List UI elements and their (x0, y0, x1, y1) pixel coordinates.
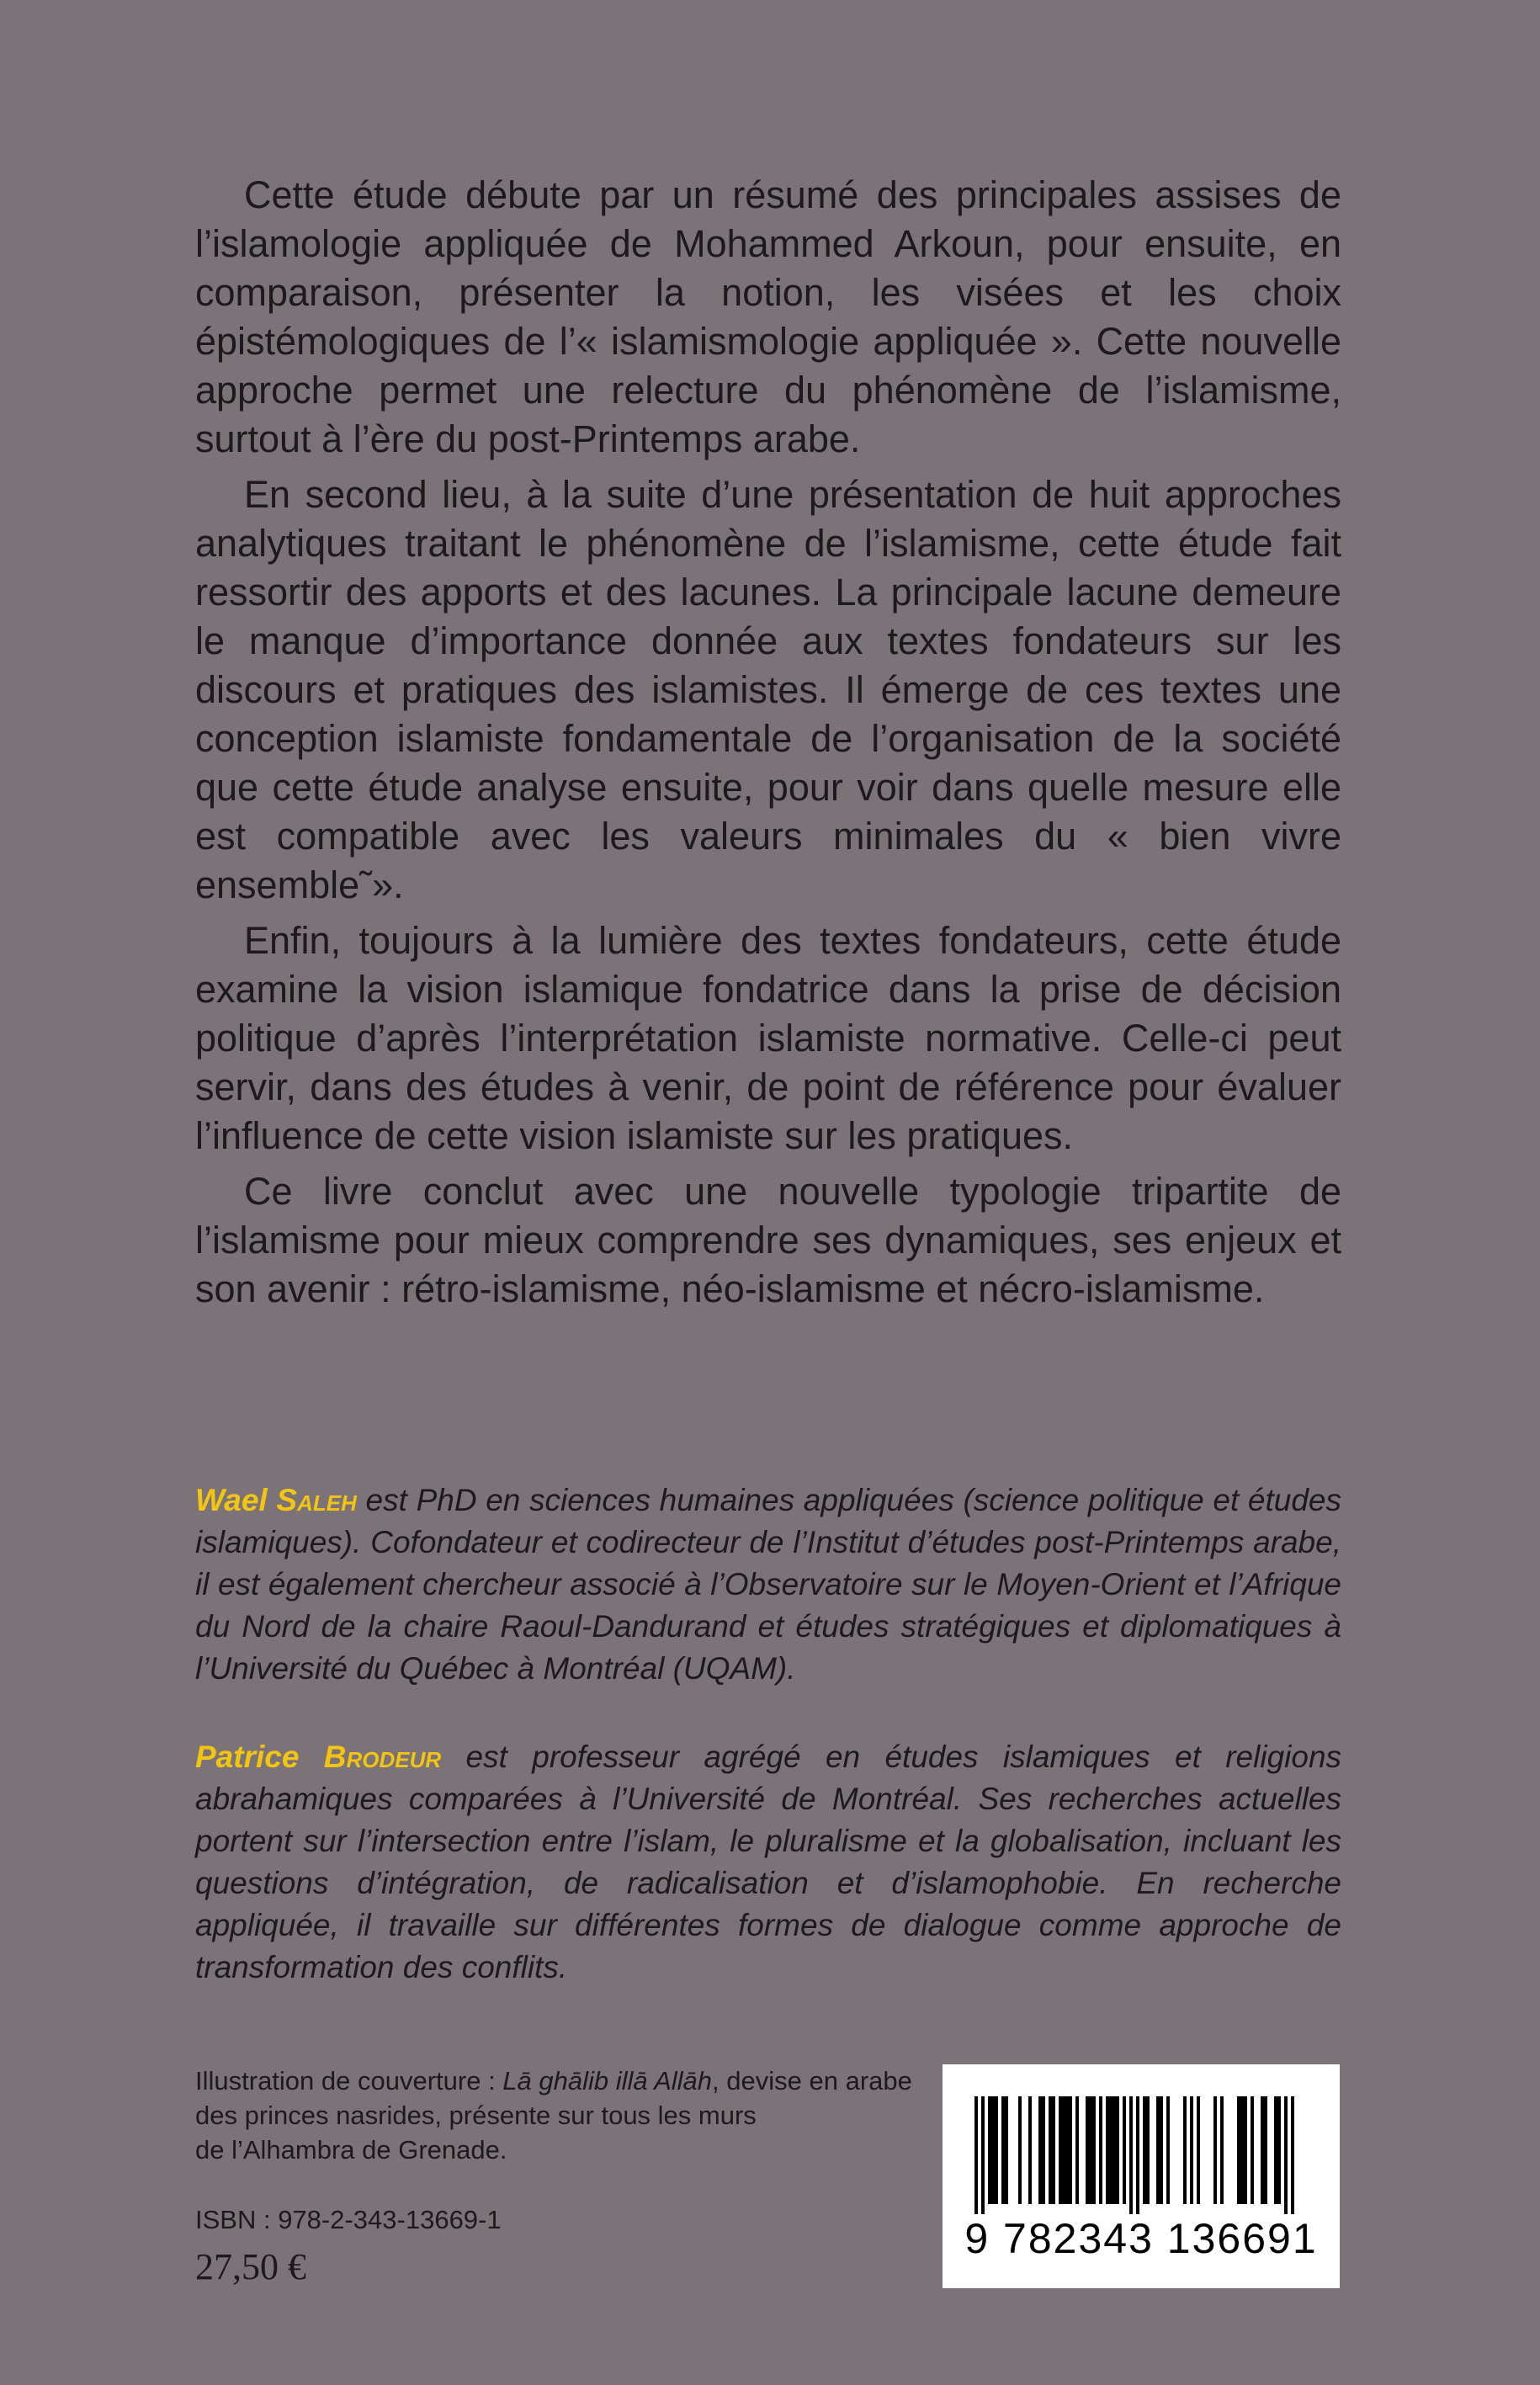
barcode-bar (1160, 2096, 1163, 2204)
barcode-bar (1018, 2096, 1022, 2204)
author-bio-text: est professeur agrégé en études islamiques et religions abrahamiques comparées à l’Université de Montréal. Ses recherches actuelles portent sur l’intersection entre l’islam, le pluralisme et la globalisation, incluant les questions d’intégration, de radicalisation et d’islamophobie. En recherche appliquée, il travaille sur différentes formes de dialogue comme approche de transformation des conflits. (195, 1740, 1342, 1984)
barcode-bar (1069, 2096, 1072, 2204)
barcode-bar (1277, 2096, 1281, 2204)
cover-illustration-credit (195, 2064, 936, 2167)
barcode-bar (1028, 2096, 1032, 2204)
barcode-bar (1190, 2096, 1193, 2204)
credit-prefix: Illustration de couverture : (195, 2066, 503, 2096)
barcode-bar (1251, 2096, 1254, 2204)
barcode-bar (1264, 2096, 1267, 2204)
summary-paragraph: Enfin, toujours à la lumière des textes fondateurs, cette étude examine la vision islamique fondatrice dans la prise de décision politique d’après l’interprétation islamiste normative. Celle-ci peut servir, dans des études à venir, de point de référence pour évaluer l’influence de cette vision islamiste sur les pratiques. (195, 919, 1341, 1157)
barcode-bar (1136, 2096, 1139, 2214)
barcode-bar (1291, 2096, 1294, 2214)
barcode-bar (1284, 2096, 1288, 2214)
barcode-bar (1059, 2096, 1062, 2204)
author-last-name: Brodeur (323, 1740, 442, 1774)
author-bio-wael-saleh (195, 1479, 1341, 1690)
barcode-bar (1042, 2096, 1045, 2204)
barcode-bar (1075, 2096, 1079, 2204)
barcode-digits: 9 782343 136691 (964, 2215, 1318, 2262)
back-cover-summary (195, 171, 1341, 1320)
barcode-bar (1143, 2096, 1146, 2204)
barcode-bar (1123, 2096, 1126, 2204)
barcode-bar (1129, 2096, 1133, 2214)
barcode-bar (1001, 2096, 1005, 2204)
author-last-name: Saleh (276, 1483, 357, 1517)
credit-line-2: des princes nasrides, présente sur tous les murs (195, 2101, 757, 2130)
credit-line-1 (195, 2064, 936, 2098)
isbn: ISBN : 978-2-343-13669-1 (195, 2205, 502, 2234)
barcode-bar (991, 2096, 995, 2204)
credit-line-3: de l’Alhambra de Grenade. (195, 2135, 507, 2165)
barcode-bar (1005, 2096, 1008, 2204)
barcode-bar (1237, 2096, 1240, 2204)
barcode-bar (1049, 2096, 1052, 2204)
author-bio-text: est PhD en sciences humaines appliquées (science politique et études islamiques). Cofondateur et codirecteur de l’Institut d’études post-Printemps arabe, il est également chercheur associé à l’Observatoire sur le Moyen-Orient et l’Afrique du Nord de la chaire Raoul-Dandurand et études stratégiques et diplomatiques à l’Université du Québec à Montréal (UQAM). (195, 1483, 1342, 1686)
credit-line-1-rest: , devise en arabe (712, 2066, 912, 2096)
barcode-bar (1213, 2096, 1217, 2204)
barcode-bar (1106, 2096, 1109, 2204)
barcode-bar (1116, 2096, 1119, 2204)
barcode (943, 2064, 1340, 2288)
summary-paragraph: En second lieu, à la suite d’une présentation de huit approches analytiques traitant le phénomène de l’islamisme, cette étude fait ressortir des apports et des lacunes. La principale lacune demeure le manque d’importance donnée aux textes fondateurs sur les discours et pratiques des islamistes. Il émerge de ces textes une conception islamiste fondamentale de l’organisation de la société que cette étude analyse ensuite, pour voir dans quelle mesure elle est compatible avec les valeurs minimales du « bien vivre ensemble˜». (195, 473, 1341, 906)
summary-paragraph: Ce livre conclut avec une nouvelle typologie tripartite de l’islamisme pour mieux comprendre ses dynamiques, ses enjeux et son avenir : rétro-islamisme, néo-islamisme et nécro-islamisme. (195, 1170, 1341, 1310)
barcode-bar (1240, 2096, 1244, 2204)
barcode-bar (1274, 2096, 1277, 2204)
barcode-bar (1099, 2096, 1102, 2204)
author-bio-patrice-brodeur (195, 1736, 1341, 1989)
barcode-bar (1197, 2096, 1200, 2204)
barcode-bars (974, 2096, 1308, 2214)
barcode-bar (1086, 2096, 1089, 2204)
barcode-bar (1092, 2096, 1096, 2204)
barcode-bar (995, 2096, 998, 2204)
barcode-bar (1052, 2096, 1055, 2204)
barcode-bar (1166, 2096, 1170, 2204)
credit-motto: Lā ghālib illā Allāh (502, 2066, 713, 2096)
barcode-bar (1038, 2096, 1042, 2204)
barcode-bar (1109, 2096, 1113, 2204)
barcode-bar (1089, 2096, 1092, 2204)
barcode-bar (1220, 2096, 1224, 2204)
summary-paragraph: Cette étude débute par un résumé des principales assises de l’islamologie appliquée de Mohammed Arkoun, pour ensuite, en comparaison, présenter la notion, les visées et les choix épistémologiques de l’« islamismologie appliquée ». Cette nouvelle approche permet une relecture du phénomène de l’islamisme, surtout à l’ère du post-Printemps arabe. (195, 173, 1341, 460)
barcode-bar (988, 2096, 991, 2204)
barcode-bar (1146, 2096, 1150, 2204)
barcode-bar (981, 2096, 985, 2214)
barcode-bar (1261, 2096, 1264, 2204)
author-first-name: Patrice (195, 1740, 300, 1774)
author-first-name: Wael (195, 1483, 268, 1517)
barcode-bar (1156, 2096, 1160, 2204)
barcode-bar (1062, 2096, 1065, 2204)
barcode-bar (1244, 2096, 1247, 2204)
price: 27,50 € (195, 2246, 306, 2287)
barcode-bar (1065, 2096, 1069, 2204)
barcode-bar (1113, 2096, 1116, 2204)
barcode-bar (1183, 2096, 1187, 2204)
barcode-bar (974, 2096, 978, 2214)
